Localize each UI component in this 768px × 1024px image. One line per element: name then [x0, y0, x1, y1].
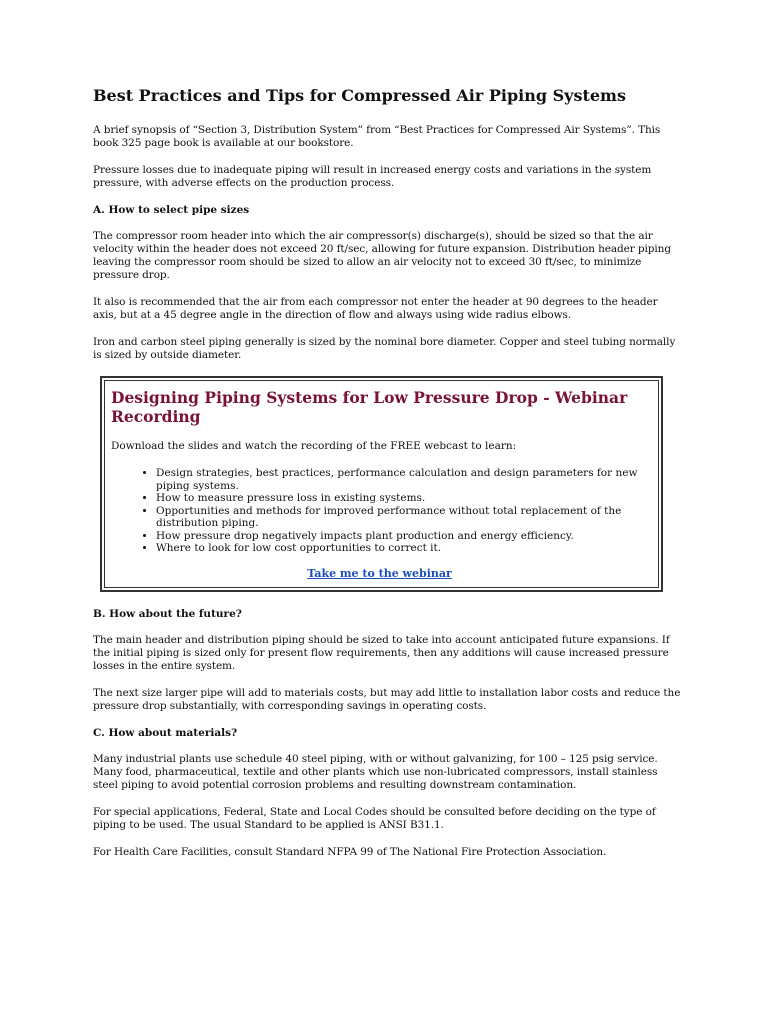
section-a-paragraph-3: Iron and carbon steel piping generally is sized by the nominal bore diameter. Copper and steel tubing normally is sized by outside diameter. [93, 336, 676, 361]
webinar-topic-item: • Where to look for low cost opportunities to correct it. [156, 542, 648, 555]
webinar-link-container [111, 567, 648, 581]
section-c-paragraph-3: For Health Care Facilities, consult Standard NFPA 99 of The National Fire Protection Association. [93, 845, 607, 858]
section-b-paragraph-2: The next size larger pipe will add to materials costs, but may add little to installation labor costs and reduce the pressure drop substantially, with corresponding savings in operating costs. [93, 686, 681, 712]
intro-paragraph-2: Pressure losses due to inadequate piping will result in increased energy costs and variations in the system pressure, with adverse effects on the production process. [93, 164, 652, 189]
webinar-callout-box [100, 376, 663, 592]
section-c-paragraph-2: For special applications, Federal, State and Local Codes should be consulted before deciding on the type of piping to be used. The usual Standard to be applied is ANSI B31.1. [93, 805, 656, 831]
section-a-paragraph-1: The compressor room header into which the air compressor(s) discharge(s), should be sized so that the air velocity within the header does not exceed 20 ft/sec, allowing for future expansion. Distribution header piping leaving the compressor room should be sized to allow an air velocity not to exceed 30 ft/sec, to minimize pressure drop. [93, 230, 671, 281]
section-b-heading: B. How about the future? [93, 607, 242, 620]
document-content [93, 86, 683, 873]
section-b-paragraph-1: The main header and distribution piping should be sized to take into account anticipated future expansions. If the initial piping is sized only for present flow requirements, then any additions will cause increased pressure losses in the entire system. [93, 633, 670, 672]
page-title: Best Practices and Tips for Compressed Air Piping Systems [93, 86, 626, 105]
section-c-paragraph-1: Many industrial plants use schedule 40 steel piping, with or without galvanizing, for 100 – 125 psig service. Many food, pharmaceutical, textile and other plants which use non-lubricated compressors, install stainless steel piping to avoid potential corrosion problems and resulting downstream contamination. [93, 752, 658, 791]
section-a-heading: A. How to select pipe sizes [93, 204, 250, 216]
webinar-topic-item: • Opportunities and methods for improved performance without total replacement of the distribution piping. [156, 505, 648, 530]
webinar-title: Designing Piping Systems for Low Pressure Drop - Webinar Recording [111, 388, 628, 426]
webinar-topic-item: • Design strategies, best practices, performance calculation and design parameters for new piping systems. [156, 467, 648, 492]
webinar-topic-item: • How pressure drop negatively impacts plant production and energy efficiency. [156, 530, 648, 543]
section-a-paragraph-2: It also is recommended that the air from each compressor not enter the header at 90 degrees to the header axis, but at a 45 degree angle in the direction of flow and always using wide radius elbows. [93, 296, 658, 321]
webinar-intro: Download the slides and watch the recording of the FREE webcast to learn: [111, 440, 517, 452]
intro-paragraph: A brief synopsis of “Section 3, Distribution System” from “Best Practices for Compressed Air Systems”. This book 325 page book is available at our bookstore. [93, 124, 661, 149]
webinar-link[interactable]: Take me to the webinar [307, 566, 452, 580]
section-c-heading: C. How about materials? [93, 726, 238, 739]
webinar-callout-inner [104, 380, 659, 588]
webinar-topic-list [111, 467, 648, 555]
webinar-topic-item: • How to measure pressure loss in existing systems. [156, 492, 648, 505]
